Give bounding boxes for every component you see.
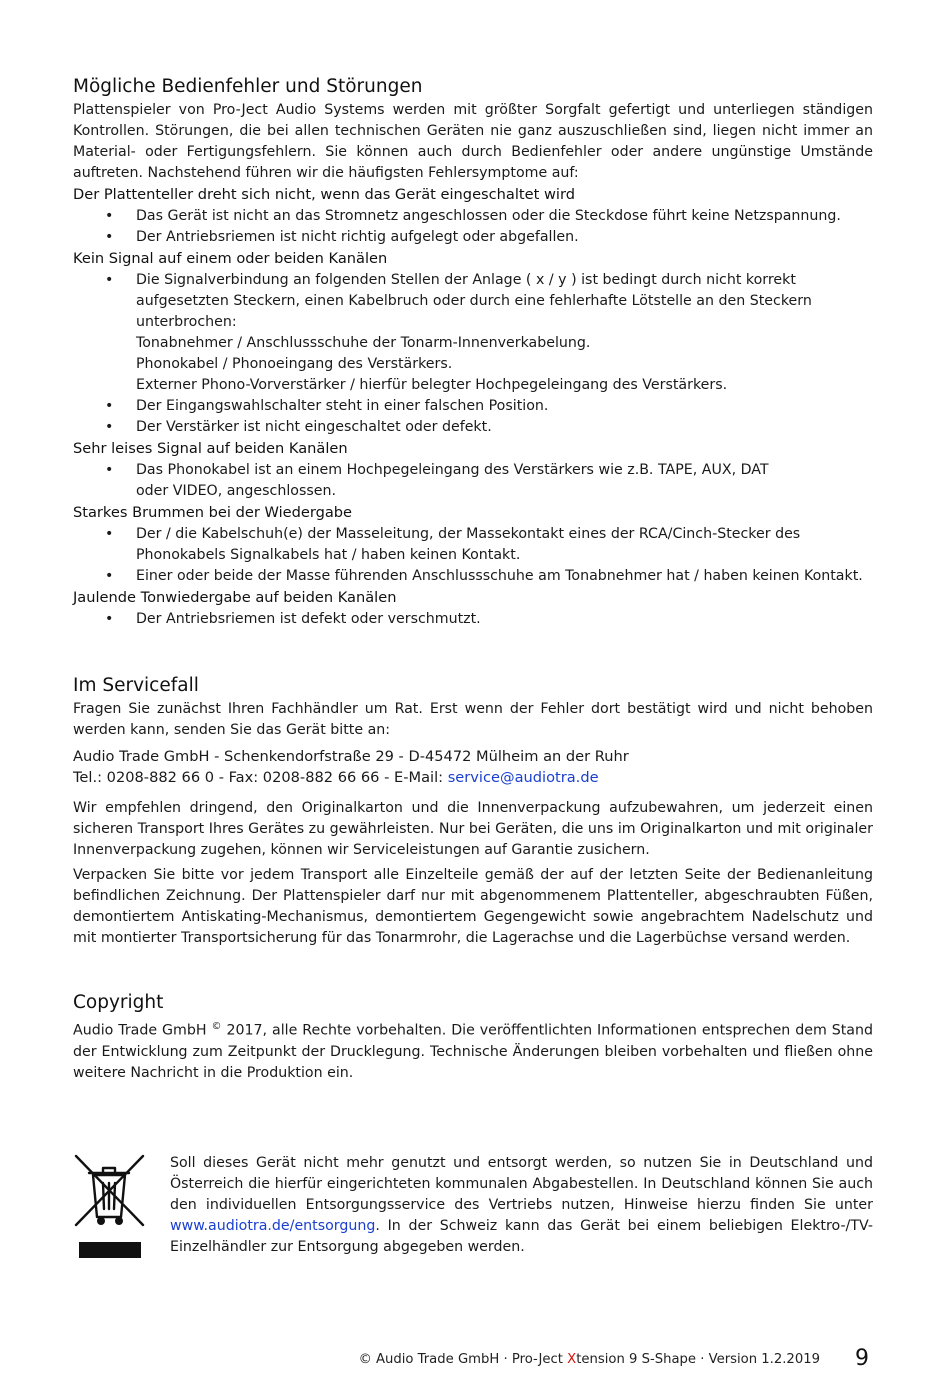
disposal-block	[73, 1153, 873, 1273]
list-item: • Das Phonokabel ist an einem Hochpegeleingang des Verstärkers wie z.B. TAPE, AUX, DAT oder VIDEO, angeschlossen.	[105, 462, 769, 499]
disposal-text: Soll dieses Gerät nicht mehr genutzt und entsorgt werden, so nutzen Sie in Deutschland und Österreich die hierfür eingerichteten kommunalen Abgabestellen. In Deutschland können Sie auch den individuellen Entsorgungsservice des Vertriebs nutzen, Hinweise hierzu finden Sie unter www.audiotra.de/entsorgung. In der Schweiz kann das Gerät bei einem beliebigen Elektro-/TV-Einzelhändler zur Entsorgung abgegeben werden.	[170, 1155, 873, 1255]
weee-crossed-bin-icon	[73, 1153, 145, 1261]
service-address: Audio Trade GmbH - Schenkendorfstraße 29 - D-45472 Mülheim an der Ruhr	[73, 748, 629, 765]
error-heading-4: Starkes Brummen bei der Wiedergabe	[73, 504, 353, 521]
section-title-service: Im Servicefall	[73, 675, 199, 696]
section-title-errors: Mögliche Bedienfehler und Störungen	[73, 76, 423, 97]
error-list-3	[73, 460, 873, 502]
error-heading-2: Kein Signal auf einem oder beiden Kanälen	[73, 250, 388, 267]
service-email-link[interactable]: service@audiotra.de	[447, 769, 599, 786]
list-item: • Die Signalverbindung an folgenden Stellen der Anlage ( x / y ) ist bedingt durch nicht korrekt aufgesetzten Steckern, einen Kabelbruch oder durch eine fehlerhafte Lötstelle an den Steckern unterbrochen: Tonabnehmer / Anschlussschuhe der Tonarm-Innenverkabelung. Phonokabel / Phonoeingang des Verstärkers. Externer Phono-Vorverstärker / hierfür belegter Hochpegeleingang des Verstärkers.	[105, 272, 812, 393]
page-footer: © Audio Trade GmbH · Pro-Ject Xtension 9 S-Shape · Version 1.2.2019	[358, 1352, 820, 1367]
error-list-5	[73, 609, 873, 630]
page-number: 9	[855, 1346, 869, 1371]
service-transport-note: Verpacken Sie bitte vor jedem Transport alle Einzelteile gemäß der auf der letzten Seite der Bedienanleitung befindlichen Zeichnung. Der Plattenspieler darf nur mit abgenommenem Plattenteller, abgeschraubten Füßen, demontiertem Antiskating-Mechanismus, demontiertem Gegengewicht sowie angebrachtem Nadelschutz und mit montierter Transportsicherung für das Tonarmrohr, die Lagerachse und die Lagerbüchse versand werden.	[73, 867, 873, 946]
list-item: • Der Eingangswahlschalter steht in einer falschen Position.	[105, 398, 549, 414]
list-item: • Einer oder beide der Masse führenden Anschlussschuhe am Tonabnehmer hat / haben keinen Kontakt.	[105, 568, 863, 584]
section-title-copyright: Copyright	[73, 992, 164, 1013]
list-item: • Der Antriebsriemen ist defekt oder verschmutzt.	[105, 611, 481, 627]
list-item: • Der / die Kabelschuh(e) der Masseleitung, der Massekontakt eines der RCA/Cinch-Stecker des Phonokabels Signalkabels hat / haben keinen Kontakt.	[105, 526, 801, 563]
error-heading-1: Der Plattenteller dreht sich nicht, wenn das Gerät eingeschaltet wird	[73, 186, 575, 203]
list-item: • Der Antriebsriemen ist nicht richtig aufgelegt oder abgefallen.	[105, 229, 579, 245]
error-list-1	[73, 206, 873, 248]
error-heading-3: Sehr leises Signal auf beiden Kanälen	[73, 440, 348, 457]
copyright-text: Audio Trade GmbH © 2017, alle Rechte vorbehalten. Die veröffentlichten Informationen entsprechen dem Stand der Entwicklung zum Zeitpunkt der Drucklegung. Technische Änderungen bleiben vorbehalten und fließen ohne weitere Nachricht in die Produktion ein.	[73, 1021, 873, 1081]
errors-intro: Plattenspieler von Pro-Ject Audio Systems werden mit größter Sorgfalt gefertigt und unterliegen ständigen Kontrollen. Störungen, die bei allen technischen Geräten nie ganz auszuschließen sind, liegen nicht immer an Material- oder Fertigungsfehlern. Sie können auch durch Bedienfehler oder andere ungünstige Umstände auftreten. Nachstehend führen wir die häufigsten Fehlersymptome auf:	[73, 102, 873, 181]
service-intro: Fragen Sie zunächst Ihren Fachhändler um Rat. Erst wenn der Fehler dort bestätigt wird und nicht behoben werden kann, senden Sie das Gerät bitte an:	[73, 701, 873, 738]
error-heading-5: Jaulende Tonwiedergabe auf beiden Kanälen	[73, 589, 397, 606]
service-contact: Tel.: 0208-882 66 0 - Fax: 0208-882 66 66 - E-Mail: service@audiotra.de	[73, 769, 599, 786]
error-list-4	[73, 524, 873, 587]
disposal-link[interactable]: www.audiotra.de/entsorgung	[170, 1218, 376, 1234]
service-packaging-note: Wir empfehlen dringend, den Originalkarton und die Innenverpackung aufzubewahren, um jederzeit einen sicheren Transport Ihres Gerätes zu gewährleisten. Nur bei Geräten, die uns im Originalkarton und mit originaler Innenverpackung zugehen, können wir Serviceleistungen auf Garantie zusichern.	[73, 800, 873, 858]
error-list-2	[73, 270, 873, 438]
list-item: • Das Gerät ist nicht an das Stromnetz angeschlossen oder die Steckdose führt keine Netzspannung.	[105, 208, 841, 224]
brand-x-accent: X	[567, 1352, 577, 1367]
manual-page	[73, 76, 873, 1255]
list-item: • Der Verstärker ist nicht eingeschaltet oder defekt.	[105, 419, 492, 435]
